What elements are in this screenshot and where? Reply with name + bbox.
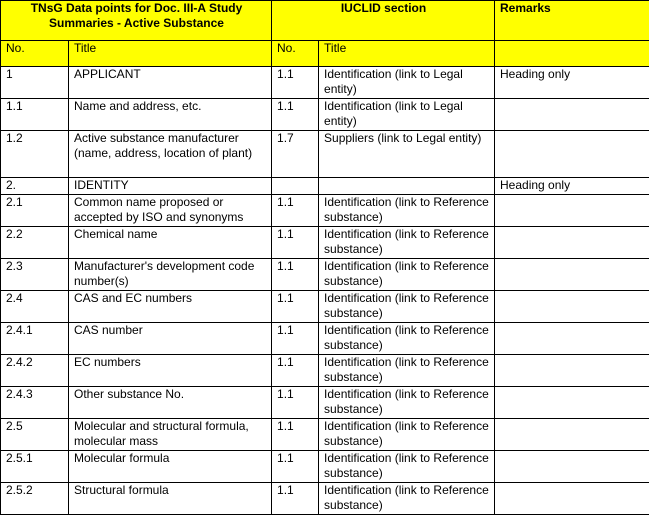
row-title: Name and address, etc. [69, 99, 272, 131]
row-title: CAS and EC numbers [69, 291, 272, 323]
row-iuclid-title: Identification (link to Reference substance) [319, 483, 495, 515]
row-no: 2.3 [1, 259, 69, 291]
row-title: IDENTITY [69, 178, 272, 195]
row-iuclid-title: Suppliers (link to Legal entity) [319, 131, 495, 178]
row-title: APPLICANT [69, 67, 272, 99]
table-row [1, 387, 649, 419]
row-iuclid-title: Identification (link to Reference substance) [319, 387, 495, 419]
row-title: Structural formula [69, 483, 272, 515]
table-row [1, 99, 649, 131]
row-remarks [495, 387, 649, 419]
iuclid-section-cell: IUCLID section [272, 1, 495, 41]
row-iuclid-title: Identification (link to Reference substance) [319, 451, 495, 483]
row-title: CAS number [69, 323, 272, 355]
table-row [1, 195, 649, 227]
row-title: Manufacturer's development code number(s) [69, 259, 272, 291]
row-no: 2. [1, 178, 69, 195]
row-no: 2.5.1 [1, 451, 69, 483]
table-row [1, 131, 649, 178]
row-iuclid-title: Identification (link to Reference substance) [319, 323, 495, 355]
row-iuclid-no: 1.1 [272, 291, 319, 323]
row-no: 2.5 [1, 419, 69, 451]
row-title: EC numbers [69, 355, 272, 387]
row-no: 2.1 [1, 195, 69, 227]
row-remarks: Heading only [495, 67, 649, 99]
row-iuclid-title: Identification (link to Reference substance) [319, 355, 495, 387]
table-row [1, 227, 649, 259]
row-iuclid-title: Identification (link to Reference substance) [319, 227, 495, 259]
row-iuclid-no: 1.1 [272, 227, 319, 259]
title-column-header: Title [69, 41, 272, 67]
header-row [1, 1, 649, 41]
row-no: 2.2 [1, 227, 69, 259]
row-remarks [495, 483, 649, 515]
row-iuclid-title: Identification (link to Reference substance) [319, 291, 495, 323]
row-iuclid-title: Identification (link to Legal entity) [319, 99, 495, 131]
table-row [1, 178, 649, 195]
row-iuclid-no: 1.1 [272, 419, 319, 451]
row-title: Active substance manufacturer (name, address, location of plant) [69, 131, 272, 178]
row-remarks [495, 355, 649, 387]
row-iuclid-title: Identification (link to Legal entity) [319, 67, 495, 99]
row-no: 1 [1, 67, 69, 99]
row-remarks [495, 419, 649, 451]
row-iuclid-no: 1.1 [272, 195, 319, 227]
row-iuclid-no: 1.1 [272, 355, 319, 387]
row-iuclid-no: 1.1 [272, 451, 319, 483]
remarks-column-header [495, 41, 649, 67]
table-row [1, 67, 649, 99]
table-row [1, 451, 649, 483]
row-no: 1.1 [1, 99, 69, 131]
row-iuclid-no: 1.1 [272, 323, 319, 355]
table-row [1, 419, 649, 451]
row-remarks [495, 291, 649, 323]
row-iuclid-no: 1.1 [272, 387, 319, 419]
row-title: Chemical name [69, 227, 272, 259]
row-iuclid-no: 1.1 [272, 483, 319, 515]
row-no: 2.4.3 [1, 387, 69, 419]
table-row [1, 483, 649, 515]
row-title: Molecular formula [69, 451, 272, 483]
row-remarks [495, 323, 649, 355]
row-title: Molecular and structural formula, molecular mass [69, 419, 272, 451]
row-iuclid-title: Identification (link to Reference substance) [319, 419, 495, 451]
row-title: Other substance No. [69, 387, 272, 419]
subheader-row [1, 41, 649, 67]
row-iuclid-no [272, 178, 319, 195]
row-iuclid-no: 1.1 [272, 259, 319, 291]
row-remarks [495, 99, 649, 131]
row-title: Common name proposed or accepted by ISO and synonyms [69, 195, 272, 227]
row-no: 2.4 [1, 291, 69, 323]
row-iuclid-title: Identification (link to Reference substance) [319, 195, 495, 227]
no-column-header: No. [1, 41, 69, 67]
table-row [1, 259, 649, 291]
table-row [1, 291, 649, 323]
iuclid-title-column-header: Title [319, 41, 495, 67]
row-remarks [495, 131, 649, 178]
row-remarks [495, 451, 649, 483]
iuclid-no-column-header: No. [272, 41, 319, 67]
row-iuclid-title [319, 178, 495, 195]
row-iuclid-no: 1.1 [272, 99, 319, 131]
row-no: 1.2 [1, 131, 69, 178]
row-remarks [495, 259, 649, 291]
row-iuclid-title: Identification (link to Reference substance) [319, 259, 495, 291]
row-remarks: Heading only [495, 178, 649, 195]
row-iuclid-no: 1.7 [272, 131, 319, 178]
remarks-header-cell: Remarks [495, 1, 649, 41]
row-no: 2.4.1 [1, 323, 69, 355]
table-row [1, 355, 649, 387]
row-no: 2.4.2 [1, 355, 69, 387]
tnsg-title-cell: TNsG Data points for Doc. III-A Study Summaries - Active Substance [1, 1, 272, 41]
table-row [1, 323, 649, 355]
row-remarks [495, 195, 649, 227]
row-remarks [495, 227, 649, 259]
row-iuclid-no: 1.1 [272, 67, 319, 99]
row-no: 2.5.2 [1, 483, 69, 515]
